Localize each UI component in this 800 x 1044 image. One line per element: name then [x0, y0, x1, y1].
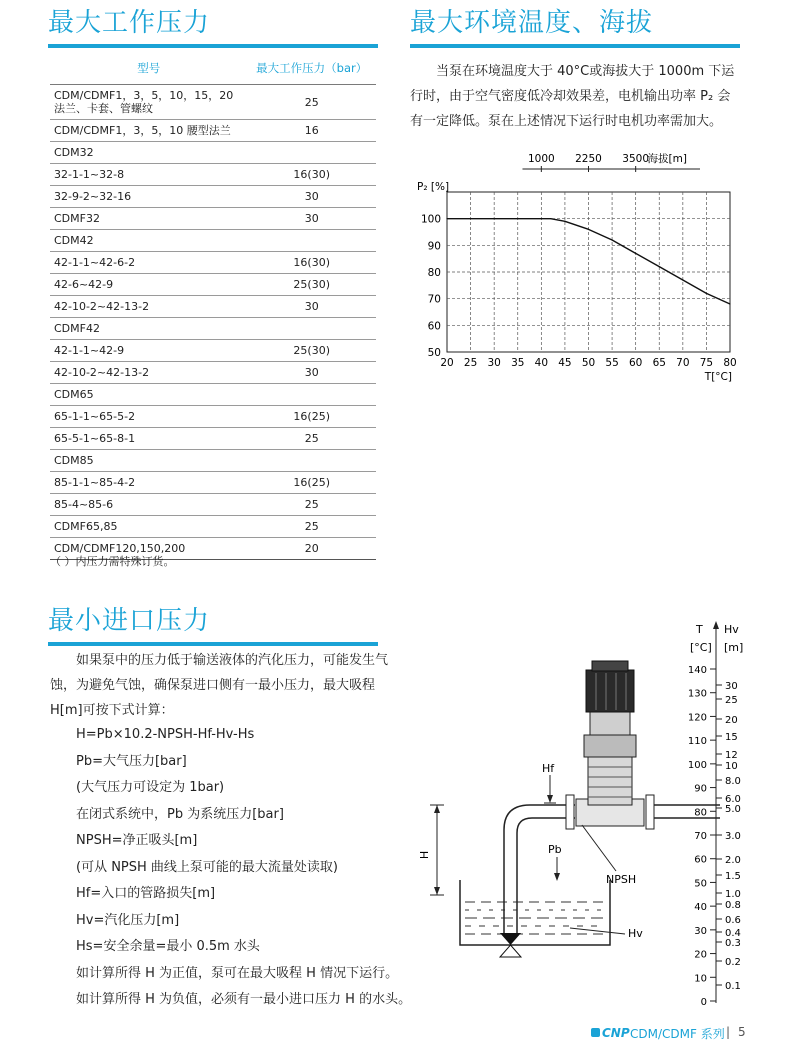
- model-cell: CDM/CDMF1，3，5，10 腰型法兰: [50, 120, 247, 142]
- formula-line: 如计算所得 H 为负值，必须有一最小进口压力 H 的水头。: [76, 992, 412, 1007]
- y-tick-label: 50: [427, 347, 441, 359]
- data-point: [564, 221, 565, 222]
- scale-hv-label: 10: [725, 761, 738, 772]
- scale-t-unit: [°C]: [690, 641, 712, 654]
- model-cell: 42-1-1~42-9: [50, 340, 247, 362]
- table-header-row: [50, 52, 376, 85]
- section-title-max-pressure: 最大工作压力: [48, 8, 211, 38]
- top-axis-label: 海拔[m]: [647, 153, 687, 165]
- data-point: [659, 266, 660, 267]
- tank-outline: [460, 880, 610, 945]
- table-row: [50, 406, 376, 428]
- pressure-cell: 16(25): [247, 406, 376, 428]
- derating-chart: [405, 148, 745, 398]
- pressure-cell: 30: [247, 186, 376, 208]
- ambient-paragraph: 当泵在环境温度大于 40°C或海拔大于 1000m 下运行时，由于空气密度低冷却效果差，电机输出功率 P₂ 会有一定降低。泵在上述情况下运行时电机功率需加大。: [410, 64, 735, 129]
- data-point: [588, 229, 589, 230]
- scale-hv-label: 5.0: [725, 804, 741, 815]
- scale-hv-header: Hv: [724, 623, 739, 636]
- pressure-cell: 30: [247, 362, 376, 384]
- table-row: [50, 186, 376, 208]
- table-row: [50, 142, 376, 164]
- data-point: [550, 218, 551, 219]
- pressure-cell: [247, 384, 376, 406]
- formula-line: 如计算所得 H 为正值，泵可在最大吸程 H 情况下运行。: [76, 965, 399, 981]
- scale-t-label: 120: [687, 712, 707, 724]
- y-tick-label: 60: [427, 320, 441, 333]
- min-inlet-intro: 如果泵中的压力低于输送液体的汽化压力，可能发生气蚀，为避免气蚀，确保泵进口侧有一最小压力，最大吸程H[m]可按下式计算：: [50, 653, 389, 718]
- scale-hv-label: 0.3: [725, 938, 741, 949]
- pressure-cell: [247, 318, 376, 340]
- data-point: [682, 279, 683, 280]
- scale-hv-label: 20: [725, 715, 738, 726]
- scale-hv-label: 12: [725, 750, 738, 761]
- model-cell: 32-9-2~32-16: [50, 186, 247, 208]
- model-cell: 42-10-2~42-13-2: [50, 362, 247, 384]
- scale-hv-label: 2.0: [725, 855, 741, 866]
- label-hf: Hf: [542, 762, 555, 775]
- scale-t-label: 90: [694, 783, 707, 795]
- x-tick-label: 75: [699, 357, 714, 369]
- pressure-cell: 25(30): [247, 340, 376, 362]
- pressure-cell: 25: [247, 428, 376, 450]
- model-cell: 42-10-2~42-13-2: [50, 296, 247, 318]
- x-tick-label: 55: [605, 357, 619, 369]
- table-row: [50, 340, 376, 362]
- pressure-cell: 20: [247, 538, 376, 560]
- data-point: [541, 218, 542, 219]
- pressure-cell: 25: [247, 85, 376, 120]
- table-row: [50, 472, 376, 494]
- suction-pipe-outer: [504, 805, 575, 935]
- x-axis-label: T[°C]: [704, 371, 732, 383]
- scale-t-label: 10: [694, 973, 707, 985]
- x-tick-label: 50: [581, 357, 596, 369]
- scale-t-header: T: [696, 623, 703, 636]
- pressure-cell: 25(30): [247, 274, 376, 296]
- model-cell: CDM/CDMF1，3，5，10，15，20 法兰、卡套、管螺纹: [50, 85, 247, 120]
- formula-line: Pb=大气压力[bar]: [76, 753, 187, 769]
- scale-hv-label: 0.6: [725, 915, 741, 926]
- model-cell: CDM42: [50, 230, 247, 252]
- logo-text: CNP: [602, 1026, 630, 1040]
- suction-pipe-inner: [517, 818, 575, 935]
- footer-logo: [591, 1026, 630, 1040]
- pump-head: [584, 735, 636, 757]
- formula-line: (可从 NPSH 曲线上泵可能的最大流量处读取): [76, 859, 338, 875]
- formula-line: 在闭式系统中，Pb 为系统压力[bar]: [76, 806, 284, 822]
- foot-valve-icon: [500, 945, 521, 957]
- top-axis-tick-label: 2250: [575, 153, 602, 165]
- model-cell: CDMF65,85: [50, 516, 247, 538]
- page-number: 5: [738, 1025, 746, 1039]
- logo-icon: [591, 1028, 600, 1037]
- foot-valve-icon: [500, 933, 521, 945]
- scale-hv-label: 30: [725, 681, 738, 692]
- footer-separator: |: [726, 1025, 731, 1039]
- motor-cap: [592, 661, 628, 671]
- model-cell: CDMF42: [50, 318, 247, 340]
- table-row: [50, 274, 376, 296]
- model-cell: 65-5-1~65-8-1: [50, 428, 247, 450]
- scale-t-label: 60: [694, 854, 707, 866]
- pressure-cell: 25: [247, 494, 376, 516]
- model-cell: 32-1-1~32-8: [50, 164, 247, 186]
- column-header-pressure: 最大工作压力（bar）: [247, 52, 376, 85]
- pressure-cell: 16(25): [247, 472, 376, 494]
- x-tick-label: 60: [628, 357, 643, 369]
- pressure-cell: [247, 142, 376, 164]
- model-cell: 42-1-1~42-6-2: [50, 252, 247, 274]
- model-cell: CDM32: [50, 142, 247, 164]
- model-cell: 42-6~42-9: [50, 274, 247, 296]
- formula-line: NPSH=净正吸头[m]: [76, 833, 198, 848]
- scale-hv-label: 6.0: [725, 794, 741, 805]
- footer-series: CDM/CDMF 系列: [630, 1027, 725, 1041]
- pressure-cell: [247, 450, 376, 472]
- data-point: [446, 218, 447, 219]
- table-row: [50, 384, 376, 406]
- y-tick-label: 90: [427, 240, 441, 253]
- x-tick-label: 35: [511, 357, 525, 369]
- x-tick-label: 20: [440, 357, 454, 369]
- y-tick-label: 80: [427, 267, 441, 279]
- x-tick-label: 70: [676, 357, 690, 369]
- x-tick-label: 30: [487, 357, 501, 369]
- pump-coupling: [590, 710, 630, 735]
- pump-stages: [588, 757, 632, 805]
- scale-hv-label: 0.8: [725, 900, 741, 911]
- pressure-cell: 16: [247, 120, 376, 142]
- table-row: [50, 252, 376, 274]
- scale-t-label: 30: [694, 925, 707, 937]
- scale-hv-label: 8.0: [725, 776, 741, 787]
- scale-hv-label: 15: [725, 732, 738, 743]
- table-row: [50, 85, 376, 120]
- model-cell: CDM/CDMF120,150,200: [50, 538, 247, 560]
- scale-hv-label: 0.1: [725, 981, 741, 992]
- table-row: [50, 450, 376, 472]
- section-title-ambient: 最大环境温度、海拔: [410, 8, 654, 38]
- scale-t-label: 110: [687, 736, 707, 748]
- table-row: [50, 428, 376, 450]
- label-pb: Pb: [548, 843, 562, 856]
- x-tick-label: 65: [652, 357, 666, 369]
- x-tick-label: 45: [558, 357, 572, 369]
- flange-right: [646, 795, 654, 829]
- pressure-cell: 30: [247, 208, 376, 230]
- scale-t-label: 0: [700, 997, 707, 1008]
- y-tick-label: 100: [420, 213, 441, 226]
- suction-diagram: [420, 615, 760, 1015]
- flange-left: [566, 795, 574, 829]
- table-row: [50, 516, 376, 538]
- model-cell: 65-1-1~65-5-2: [50, 406, 247, 428]
- table-footnote: （ ）内压力需特殊订货。: [50, 555, 175, 568]
- scale-hv-label: 1.5: [725, 871, 741, 882]
- scale-hv-label: 1.0: [725, 889, 741, 900]
- scale-t-label: 130: [687, 688, 707, 700]
- scale-t-label: 140: [687, 665, 707, 676]
- pump-motor: [586, 670, 634, 712]
- scale-t-label: 70: [694, 831, 707, 842]
- data-point: [635, 253, 636, 254]
- label-h: H: [418, 850, 431, 860]
- model-cell: 85-4~85-6: [50, 494, 247, 516]
- x-tick-label: 80: [723, 357, 737, 369]
- data-point: [706, 293, 707, 294]
- y-axis-label: P₂ [%]: [417, 181, 450, 193]
- scale-hv-label: 0.2: [725, 957, 741, 968]
- series-line: [447, 219, 730, 304]
- pressure-cell: 16(30): [247, 252, 376, 274]
- x-tick-label: 40: [534, 357, 549, 369]
- scale-hv-label: 0.4: [725, 928, 741, 939]
- pressure-cell: 16(30): [247, 164, 376, 186]
- table-row: [50, 208, 376, 230]
- formula-line: H=Pb×10.2-NPSH-Hf-Hv-Hs: [76, 727, 255, 742]
- pressure-cell: [247, 230, 376, 252]
- section-underline: [48, 44, 378, 48]
- top-axis-tick-label: 3500: [622, 153, 650, 165]
- scale-t-label: 40: [694, 902, 707, 914]
- section-underline: [48, 642, 378, 646]
- label-hv: Hv: [628, 927, 643, 940]
- section-underline: [410, 44, 740, 48]
- top-axis-tick-label: 1000: [527, 153, 555, 165]
- model-cell: CDM65: [50, 384, 247, 406]
- model-cell: CDM85: [50, 450, 247, 472]
- table-row: [50, 296, 376, 318]
- model-cell: 85-1-1~85-4-2: [50, 472, 247, 494]
- table-row: [50, 362, 376, 384]
- scale-hv-label: 25: [725, 695, 738, 706]
- table-row: [50, 494, 376, 516]
- y-tick-label: 70: [427, 293, 441, 306]
- scale-t-label: 50: [694, 878, 707, 890]
- table-row: [50, 164, 376, 186]
- column-header-model: 型号: [50, 52, 247, 85]
- formula-line: (大气压力可设定为 1bar): [76, 780, 225, 795]
- table-row: [50, 318, 376, 340]
- model-cell: CDMF32: [50, 208, 247, 230]
- formula-line: Hv=汽化压力[m]: [76, 912, 180, 928]
- formula-line: Hs=安全余量=最小 0.5m 水头: [76, 939, 260, 954]
- section-title-min-inlet: 最小进口压力: [48, 606, 211, 636]
- label-npsh: NPSH: [606, 873, 637, 886]
- scale-t-label: 20: [694, 949, 707, 961]
- x-tick-label: 25: [463, 357, 478, 369]
- scale-hv-label: 3.0: [725, 831, 741, 842]
- formula-line: Hf=入口的管路损失[m]: [76, 886, 216, 901]
- scale-hv-unit: [m]: [724, 641, 744, 654]
- table-row: [50, 120, 376, 142]
- scale-t-label: 100: [687, 759, 707, 771]
- table-row: [50, 230, 376, 252]
- data-point: [729, 303, 730, 304]
- pressure-cell: 30: [247, 296, 376, 318]
- pressure-table: [50, 52, 376, 560]
- pressure-cell: 25: [247, 516, 376, 538]
- data-point: [611, 239, 612, 240]
- scale-t-label: 80: [694, 807, 707, 819]
